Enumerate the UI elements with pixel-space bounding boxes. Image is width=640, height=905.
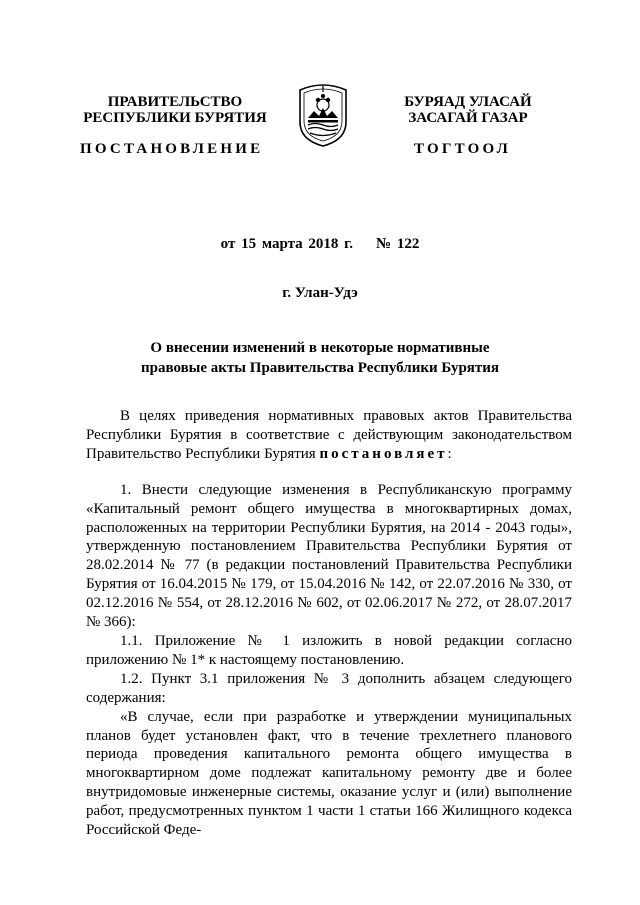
- paragraph-quote: «В случае, если при разработке и утверждении муниципальных планов будет установлен факт, что в течение трехлетнего планового периода проведения капитального ремонта общего имущества в многоквартирном доме подлежат капитальному ремонту две и более внутридомовые инженерные системы, оказание услуг и (или) выполнение работ, предусмотренных пунктом 1 части 1 статьи 166 Жилищного кодекса Российской Феде-: [86, 708, 572, 839]
- title-line1: О внесении изменений в некоторые нормативные: [150, 340, 490, 356]
- preamble-end: :: [447, 445, 452, 462]
- paragraph-item-1-1: 1.1. Приложение № 1 изложить в новой редакции согласно приложению № 1* к настоящему постановлению.: [86, 632, 572, 668]
- decree-word: постановляет: [319, 445, 448, 462]
- coat-of-arms-icon: [296, 78, 350, 148]
- date-number: от 15 марта 2018 г. № 122: [220, 236, 420, 252]
- preamble-text: В целях приведения нормативных правовых актов Правительства Республики Бурятия в соответствие с действующим законодательством Правительство Республики Бурятия: [86, 408, 572, 462]
- doc-kind-bua: ТОГТООЛ: [414, 141, 511, 157]
- document-title: [0, 338, 640, 378]
- doc-kind-ru: ПОСТАНОВЛЕНИЕ: [80, 141, 264, 157]
- paragraph-item-1: 1. Внести следующие изменения в Республиканскую программу «Капитальный ремонт общего имущества в многоквартирных домах, расположенных на территории Республики Бурятия, на 2014 - 2043 годы», утвержденную постановлением Правительства Республики Бурятия от 28.02.2014 № 77 (в редакции постановлений Правительства Республики Бурятия от 16.04.2015 № 179, от 15.04.2016 № 142, от 22.07.2016 № 330, от 02.12.2016 № 554, от 28.12.2016 № 602, от 02.06.2017 № 272, от 28.07.2017 № 366):: [86, 481, 572, 631]
- issuer-ru-line1: ПРАВИТЕЛЬСТВО: [107, 94, 243, 110]
- issuer-ru: [80, 94, 270, 126]
- city: г. Улан-Удэ: [282, 285, 358, 301]
- issuer-bua: [388, 94, 548, 126]
- issuer-bua-line1: БУРЯАД УЛАСАЙ: [404, 94, 532, 110]
- paragraph-preamble: [86, 407, 572, 464]
- issuer-bua-line2: ЗАСАГАЙ ГАЗАР: [408, 110, 528, 126]
- issuer-ru-line2: РЕСПУБЛИКИ БУРЯТИЯ: [83, 110, 267, 126]
- title-line2: правовые акты Правительства Республики Бурятия: [140, 360, 500, 376]
- paragraph-item-1-2: 1.2. Пункт 3.1 приложения № 3 дополнить абзацем следующего содержания:: [86, 670, 572, 706]
- document-body: [86, 407, 572, 840]
